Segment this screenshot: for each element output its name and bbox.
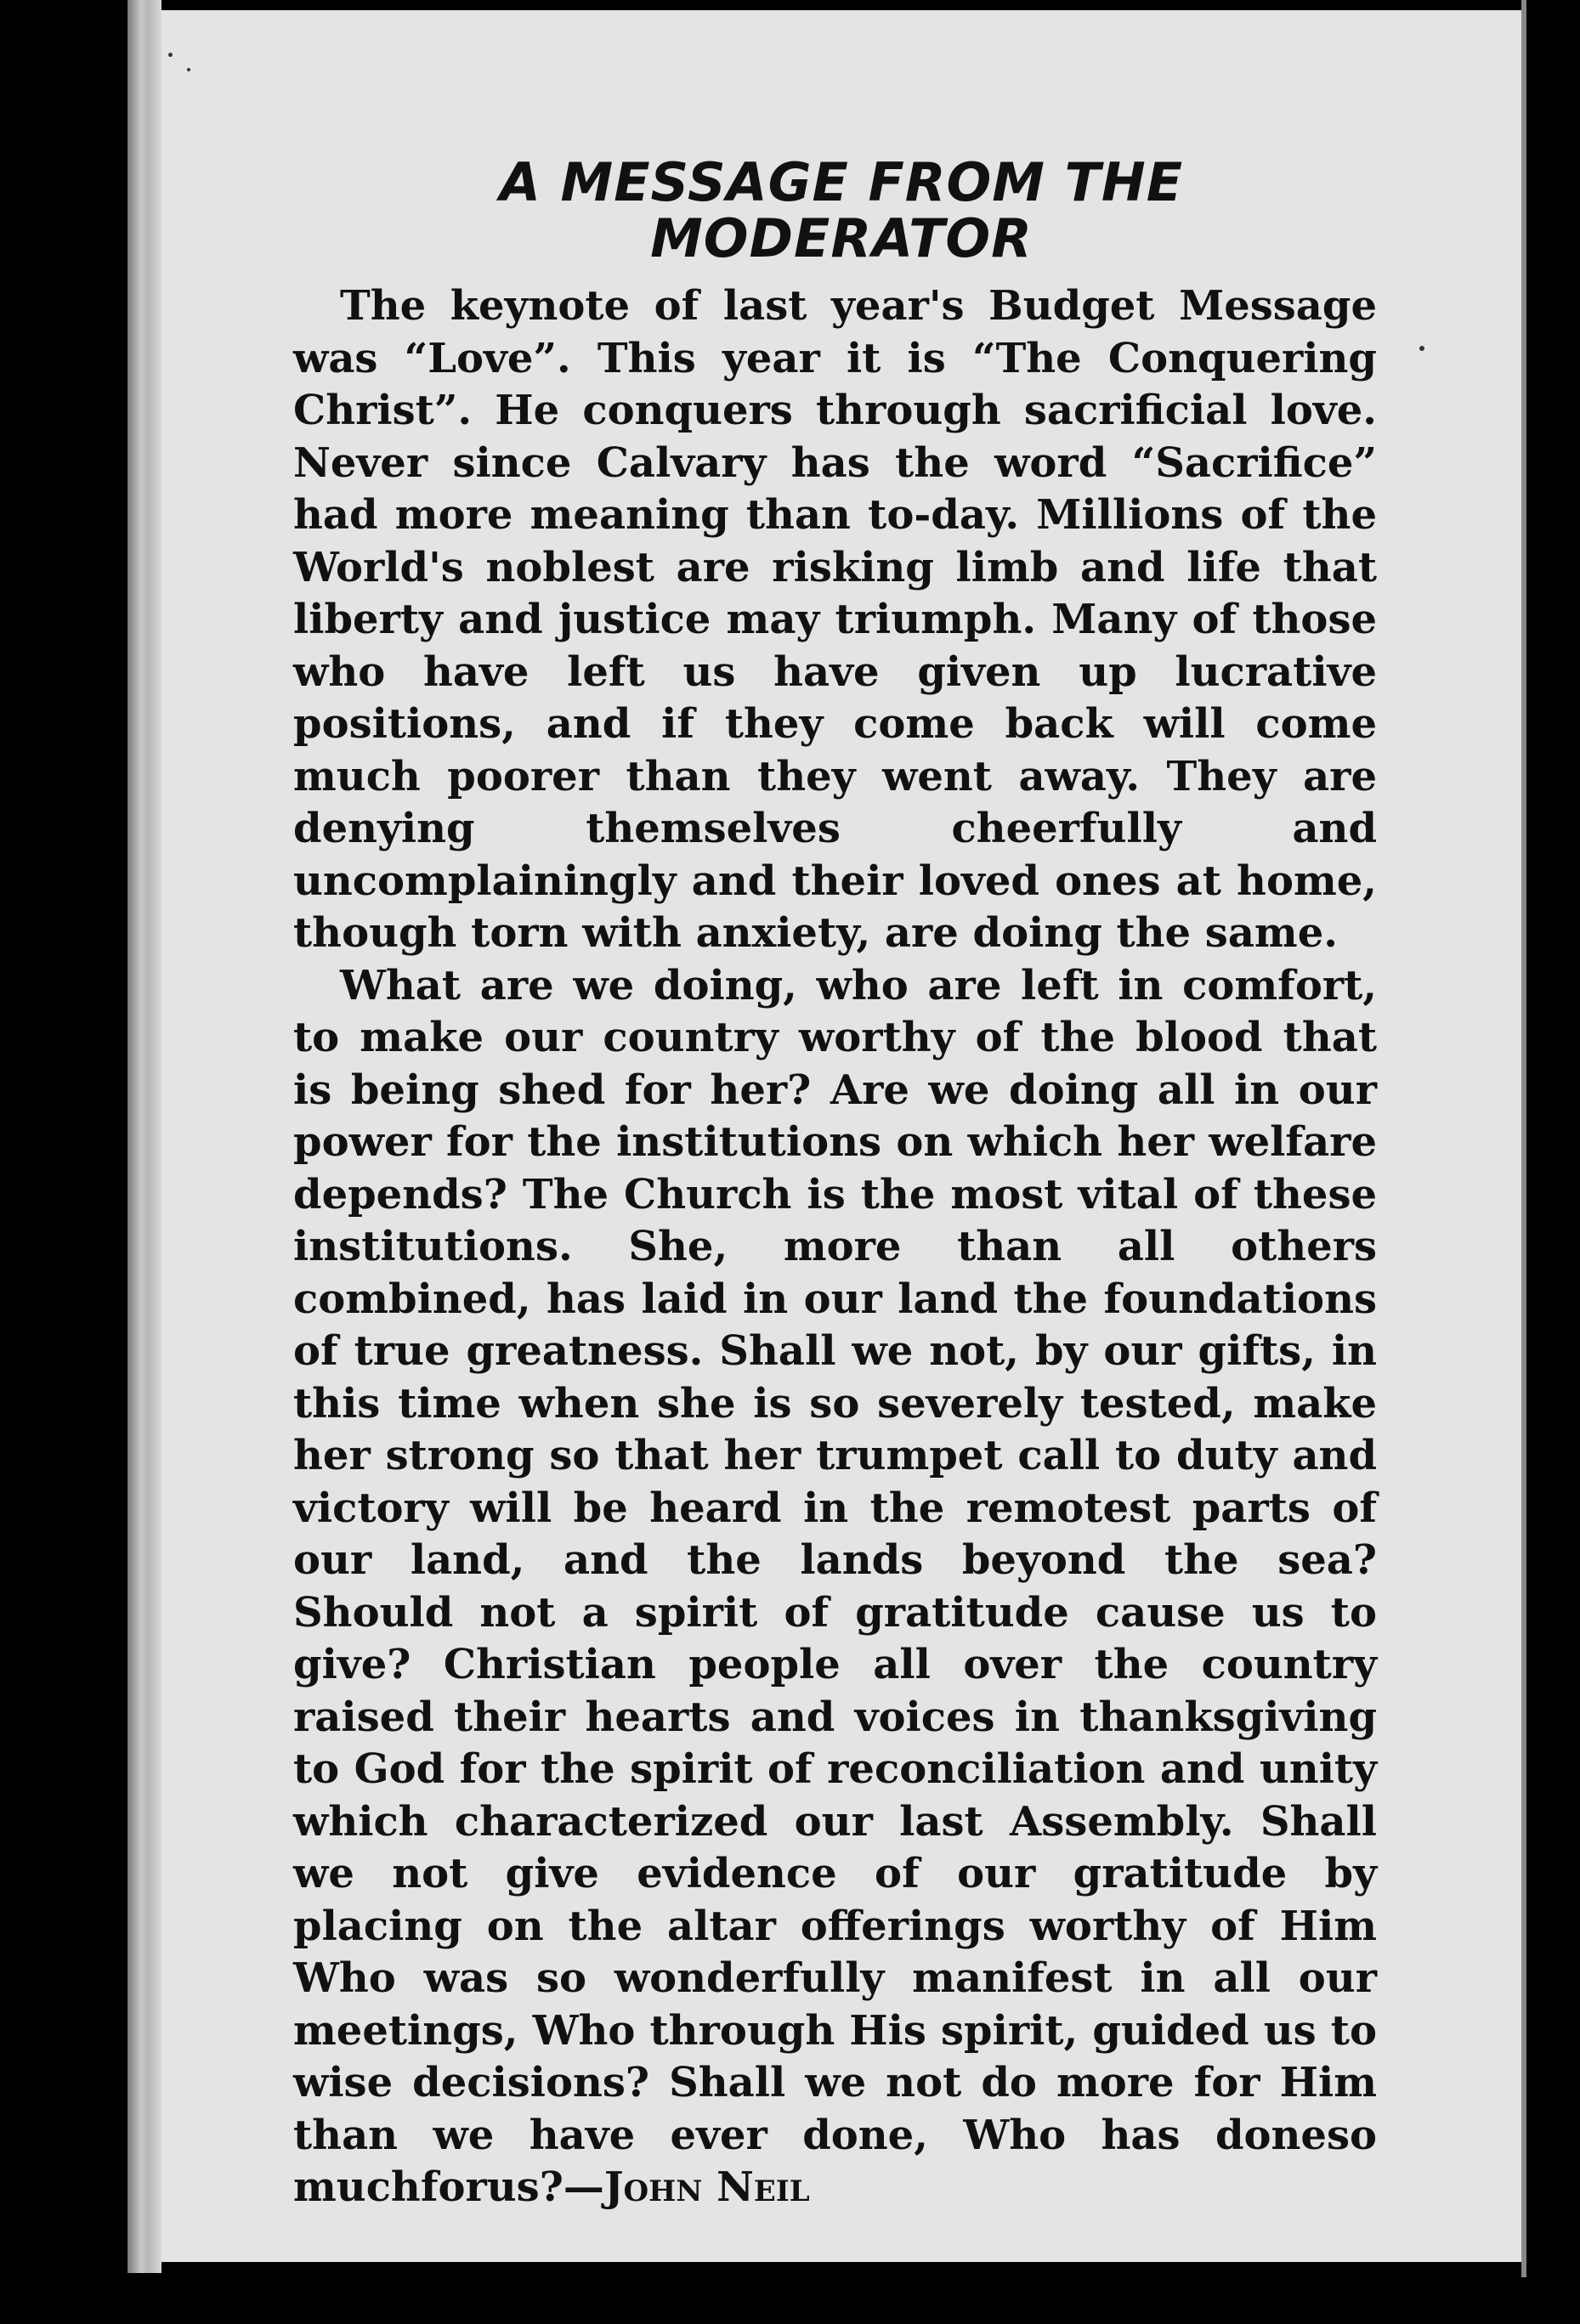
- author-signature: John Neil: [603, 2163, 810, 2211]
- article-title-line-2: MODERATOR: [650, 207, 1033, 269]
- article-body: [293, 280, 1377, 2214]
- scan-speck: [168, 53, 173, 57]
- paragraph-1: The keynote of last year's Budget Message was “Love”. This year it is “The Conquering Christ”. He conquers through sacrificial love. Never since Calvary has the word “Sacrifice” had more meaning than to-day. Millions of the World's noblest are risking limb and life that liberty and justice may triumph. Many of those who have left us have given up lucrative positions, and if they come back will come much poorer than they went away. They are denying themselves cheerfully and uncomplainingly and their loved ones at home, though torn with anxiety, are doing the same.: [293, 282, 1377, 957]
- page-right-edge: [1521, 0, 1526, 2277]
- article-title: [161, 151, 1521, 269]
- article-title-line-1: A MESSAGE FROM THE: [499, 151, 1184, 213]
- paragraph-2: [293, 960, 1377, 2214]
- paragraph-2-text: What are we doing, who are left in comfort, to make our country worthy of the blood that is being shed for her? Are we doing all in our power for the institutions on which her welfare depends? The Church is the most vital of these institutions. She, more than all others combined, has laid in our land the foundations of true greatness. Shall we not, by our gifts, in this time when she is so severely tested, make her strong so that her trumpet call to duty and victory will be heard in the remotest parts of our land, and the lands beyond the sea? Should not a spirit of gratitude cause us to give? Christian people all over the country raised their hearts and voices in thanksgiving to God for the spirit of reconciliation and unity which characterized our last Assembly. Shall we not give evidence of our gratitude by placing on the altar offerings worthy of Him Who was so wonderfully manifest in all our meetings, Who through His spirit, guided us to wise decisions? Shall we not do more for Him than we have ever done, Who has doneso muchforus?—: [293, 961, 1377, 2211]
- page-binding-edge: [127, 0, 161, 2273]
- scan-speck: [1419, 346, 1424, 351]
- scan-speck: [187, 68, 190, 71]
- document-page: [161, 10, 1521, 2262]
